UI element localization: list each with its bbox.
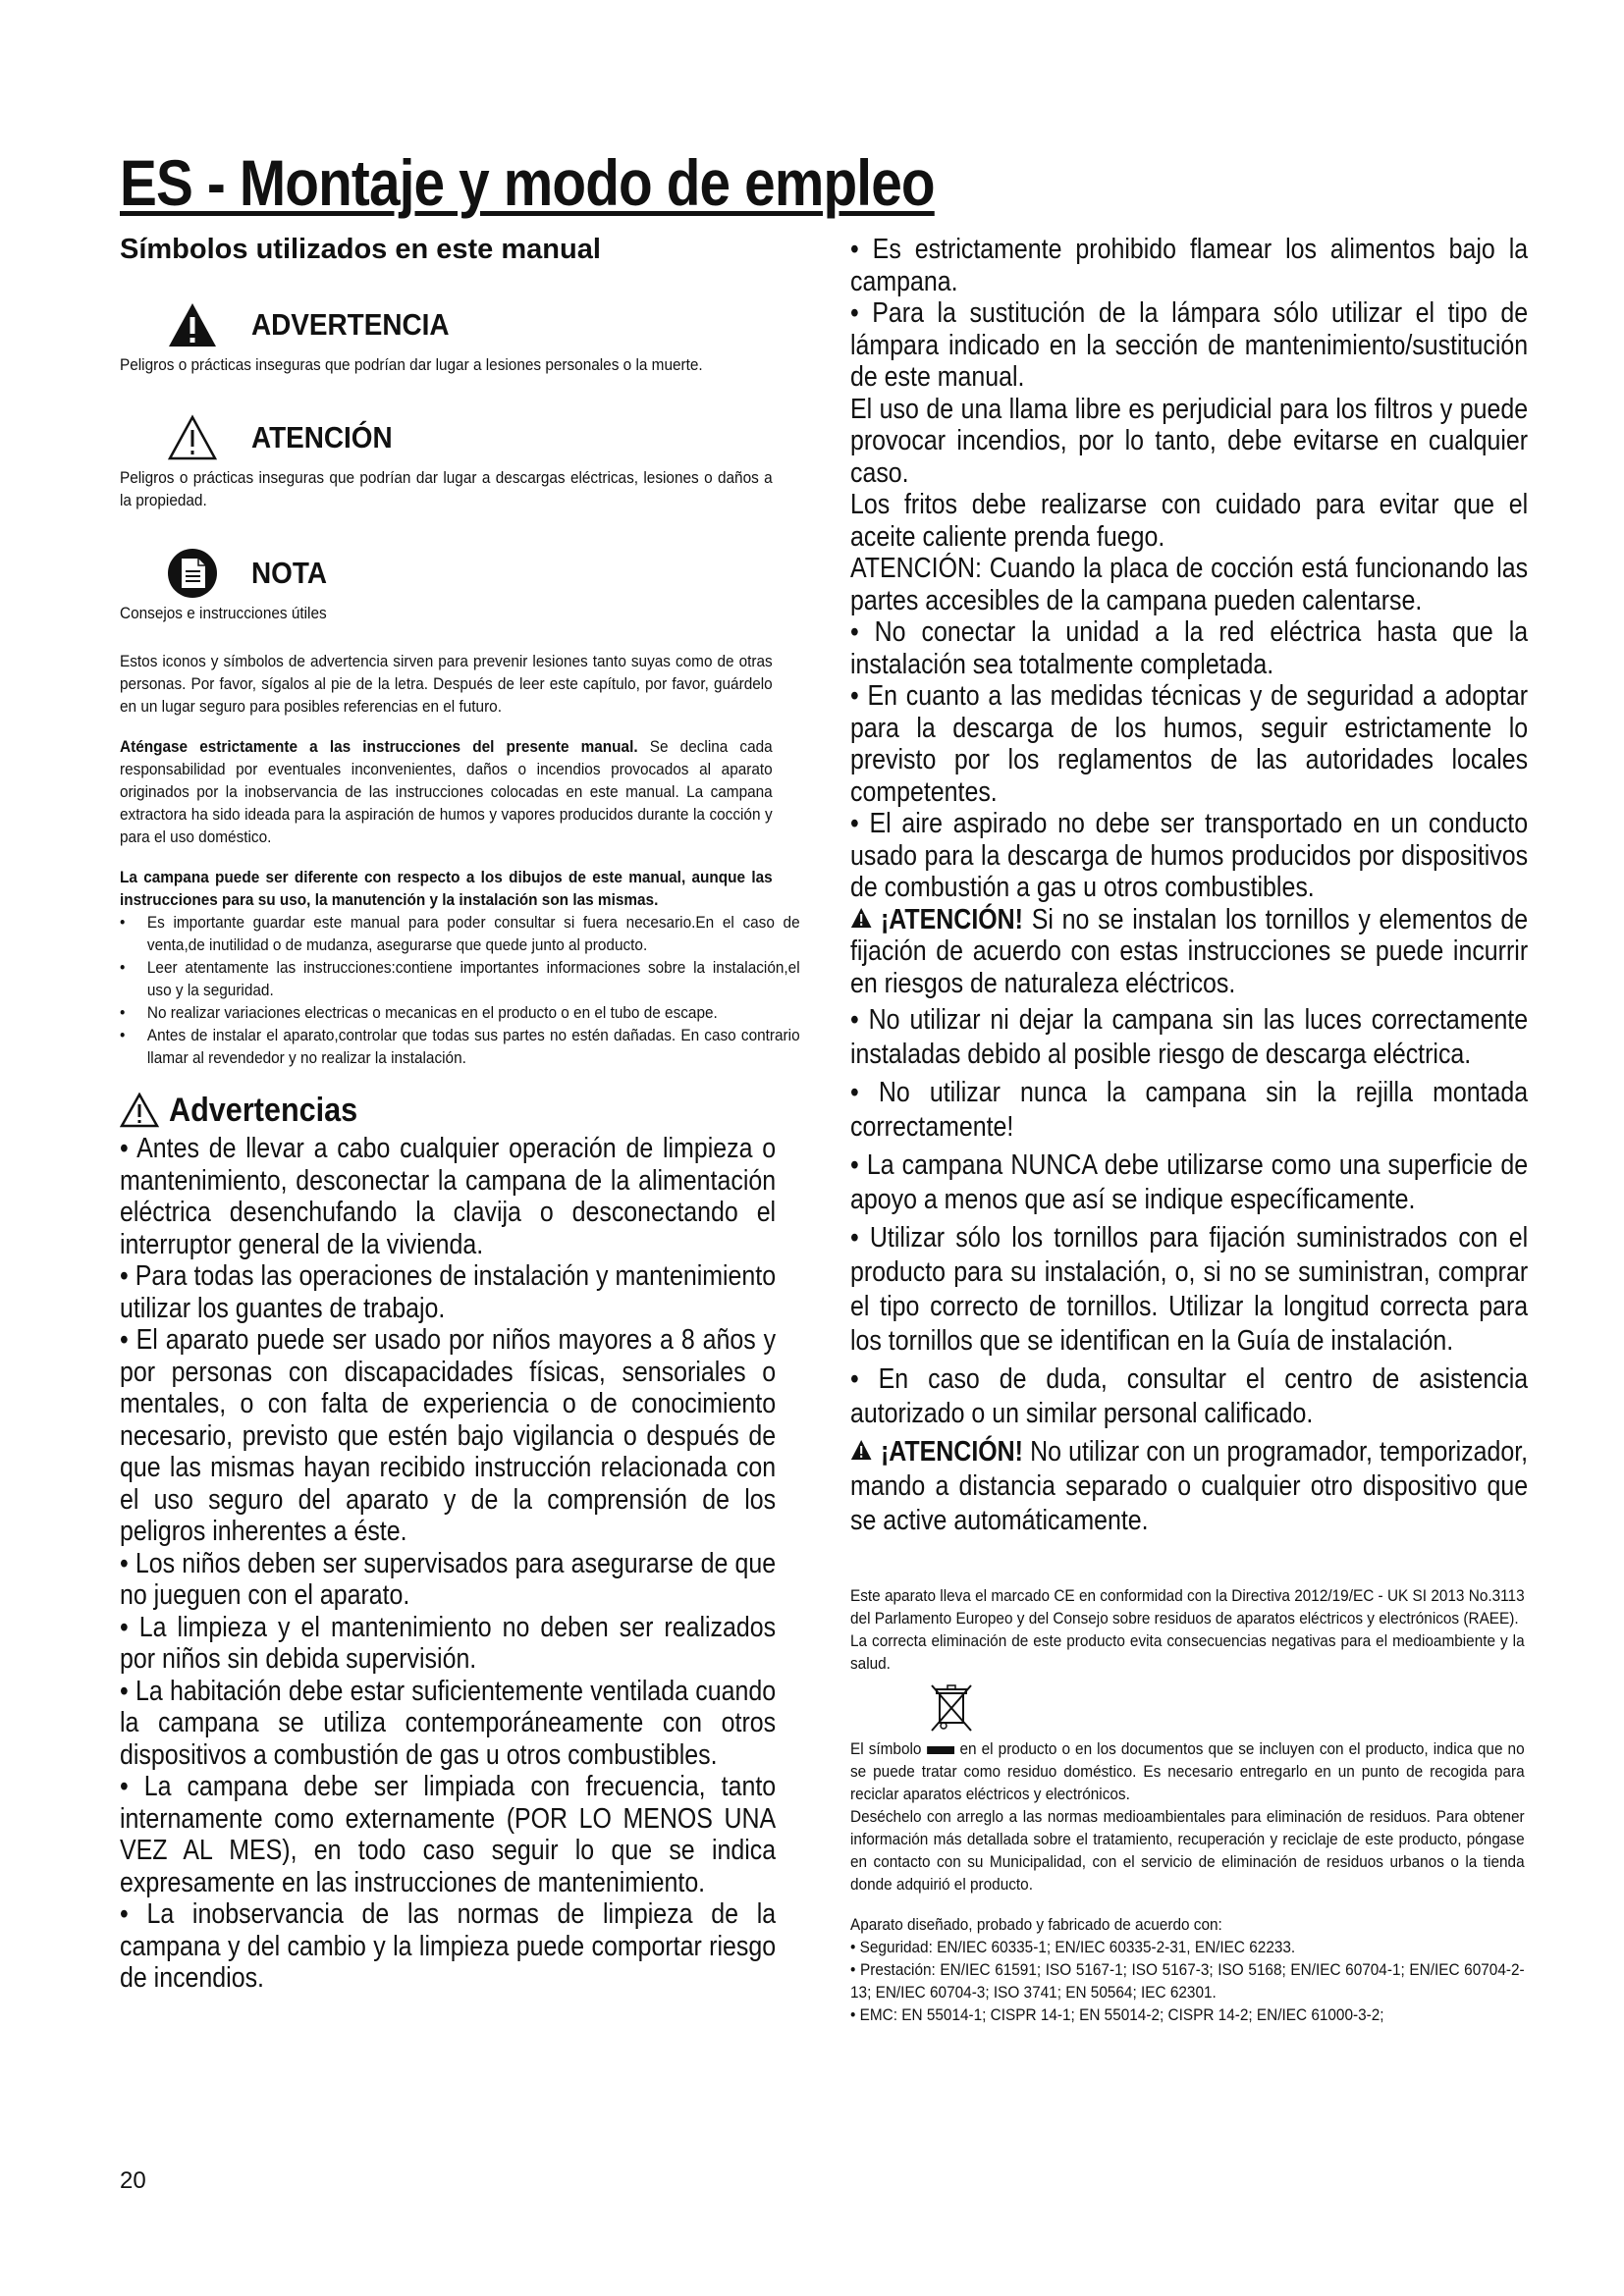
advertencia-item: El uso de una llama libre es perjudicial para los filtros y puede provocar incendios, por lo tanto, debe evitarse en cualquier caso. [850, 393, 1529, 489]
weee-bar-icon [927, 1746, 954, 1754]
advertencia-item: • Utilizar sólo los tornillos para fijación suministrados con el producto para su instalación, o, si no se suministran, comprar el tipo correcto de tornillos. Utilizar la longitud correcta para los tornillos que se identifican en la Guía de instalación. [850, 1222, 1529, 1357]
advertencia-item: • Antes de llevar a cabo cualquier operación de limpieza o mantenimiento, desconectar la campana de la alimentación eléctrica desenchufando la clavija o desconectando el interruptor general de la vivienda. [120, 1133, 777, 1260]
advertencia-item: • Para la sustitución de la lámpara sólo utilizar el tipo de lámpara indicado en la sección de mantenimiento/sustitución de este manual. [850, 297, 1529, 393]
advertencia-item: • La campana debe ser limpiada con frecuencia, tanto internamente como externamente (POR LO MENOS UNA VEZ AL MES), en todo caso seguir lo que se indica expresamente en las instrucciones de mantenimiento. [120, 1771, 777, 1898]
atencion-label: ¡ATENCIÓN! [880, 1436, 1023, 1468]
intro-bullets [120, 912, 800, 1070]
advertencia-item: • La habitación debe estar suficientemente ventilada cuando la campana se utiliza contemporáneamente con otros dispositivos a combustión de gas u otros combustibles. [120, 1675, 777, 1771]
symbol-nota [120, 544, 776, 603]
design-note-bold: La campana puede ser diferente con respecto a los dibujos de este manual, aunque las instrucciones para su uso, la manutención y la instalación son las mismas. [120, 869, 773, 909]
list-item: • Antes de instalar el aparato,controlar que todas sus partes no estén dañadas. En caso contrario llamar al revendedor y no realizar la instalación. [120, 1025, 800, 1070]
advertencia-item: • La campana NUNCA debe utilizarse como una superficie de apoyo a menos que así se indique específicamente. [850, 1149, 1529, 1215]
advertencia-item: • La inobservancia de las normas de limpieza de la campana y del cambio y la limpieza puede comportar riesgo de incendios. [120, 1898, 777, 1994]
adhere-rest: Se declina cada responsabilidad por eventuales inconvenientes, daños o incendios provocados al aparato originados por la inobservancia de las instrucciones colocadas en este manual. La campana extractora ha sido ideada para la aspiración de humos y vapores producidos durante la cocción y para el uso doméstico. [120, 738, 773, 846]
warning-filled-icon [850, 907, 872, 929]
symbol-post: en el producto o en los documentos que se incluyen con el producto, indica que no se puede tratar como residuo doméstico. Es necesario entregarlo en un punto de recogida para reciclar aparatos eléctricos y electrónicos. [850, 1740, 1525, 1803]
standard-item: • EMC: EN 55014-1; CISPR 14-1; EN 55014-2; CISPR 14-2; EN/IEC 61000-3-2; [850, 2006, 1384, 2024]
disposal-text: La correcta eliminación de este producto evita consecuencias negativas para el medioambiente y la salud. [850, 1632, 1525, 1673]
dispose-rules-text: Deséchelo con arreglo a las normas medioambientales para eliminación de residuos. Para obtener información más detallada sobre el tratamiento, recuperación y reciclaje de este producto, póngase en contacto con su Municipalidad, con el servicio de eliminación de residuos urbanos o la tienda donde adquirió el producto. [850, 1808, 1525, 1894]
adhere-bold: Aténgase estrictamente a las instrucciones del presente manual. [120, 738, 638, 756]
list-item: • Leer atentamente las instrucciones:contiene importantes informaciones sobre la instalación,el uso y la seguridad. [120, 957, 800, 1002]
advertencia-item: • No utilizar nunca la campana sin la rejilla montada correctamente! [850, 1077, 1529, 1143]
advertencia-item: • En caso de duda, consultar el centro de asistencia autorizado o un similar personal calificado. [850, 1363, 1529, 1429]
advertencia-item: Los fritos debe realizarse con cuidado para evitar que el aceite caliente prenda fuego. [850, 489, 1529, 553]
adhere-paragraph [120, 736, 773, 849]
advertencia-item: • No conectar la unidad a la red eléctrica hasta que la instalación sea totalmente completada. [850, 616, 1529, 680]
advertencia-item: • En cuanto a las medidas técnicas y de seguridad a adoptar para la descarga de los humos, seguir estrictamente lo previsto por los reglamentos de las autoridades locales competentes. [850, 680, 1529, 808]
nota-text: Consejos e instrucciones útiles [120, 605, 327, 622]
warning-outline-icon [167, 412, 218, 463]
advertencia-item: • El aparato puede ser usado por niños mayores a 8 años y por personas con discapacidades físicas, sensoriales o mentales, o con falta de experiencia o de conocimiento necesario, previsto que estén bajo vigilancia o después de que las mismas hayan recibido instrucción relacionada con el uso seguro del aparato y de la comprensión de los peligros inherentes a éste. [120, 1324, 777, 1547]
symbol-pre: El símbolo [850, 1740, 922, 1758]
ce-marking-text: Este aparato lleva el marcado CE en conformidad con la Directiva 2012/19/EC - UK SI 2013 No.3113 del Parlamento Europeo y del Consejo sobre residuos de aparatos eléctricos y electrónicos (RAEE). [850, 1587, 1525, 1628]
advertencia-item: ATENCIÓN: Cuando la placa de cocción está funcionando las partes accesibles de la campana pueden calentarse. [850, 553, 1529, 616]
left-column [120, 234, 800, 1995]
advertencias-header [120, 1088, 776, 1133]
advertencia-item: • Los niños deben ser supervisados para asegurarse de que no jueguen con el aparato. [120, 1547, 777, 1611]
atencion-text: Peligros o prácticas inseguras que podrían dar lugar a descargas eléctricas, lesiones o daños a la propiedad. [120, 469, 773, 509]
advertencia-title: ADVERTENCIA [251, 307, 450, 342]
list-item: • Es importante guardar este manual para poder consultar si fuera necesario.En el caso de venta,de inutilidad o de mudanza, asegurarse que quede junto al producto. [120, 912, 800, 957]
atencion-warning-2 [850, 1435, 1528, 1538]
atencion-title: ATENCIÓN [251, 420, 393, 454]
nota-title: NOTA [251, 556, 327, 590]
design-note [120, 867, 773, 912]
symbol-atencion [120, 408, 776, 467]
page-title: ES - Montaje y modo de empleo [120, 146, 935, 219]
weee-symbol-text [850, 1738, 1525, 1806]
symbol-advertencia [120, 295, 776, 354]
symbols-heading: Símbolos utilizados en este manual [120, 234, 601, 265]
advertencia-item: • No utilizar ni dejar la campana sin las luces correctamente instaladas debido al posible riesgo de descarga eléctrica. [850, 1004, 1529, 1070]
advertencias-heading: Advertencias [169, 1091, 358, 1129]
list-item: • No realizar variaciones electricas o mecanicas en el producto o en el tubo de escape. [120, 1002, 800, 1025]
right-column [850, 234, 1528, 2027]
advertencia-item: • El aire aspirado no debe ser transportado en un conducto usado para la descarga de humos producidos por dispositivos de combustión a gas u otros combustibles. [850, 808, 1529, 903]
atencion-label: ¡ATENCIÓN! [880, 903, 1023, 935]
advertencia-item: • Para todas las operaciones de instalación y mantenimiento utilizar los guantes de trabajo. [120, 1260, 777, 1324]
atencion-text: No utilizar con un programador, temporizador, mando a distancia separado o cualquier otro dispositivo que se active automáticamente. [850, 1436, 1529, 1536]
advertencia-text: Peligros o prácticas inseguras que podrían dar lugar a lesiones personales o la muerte. [120, 356, 703, 374]
atencion-text: Si no se instalan los tornillos y elementos de fijación de acuerdo con estas instrucciones se puede incurrir en riesgos de naturaleza eléctricos. [850, 903, 1529, 999]
note-document-icon [167, 548, 218, 599]
warning-outline-icon [120, 1093, 159, 1128]
symbols-intro: Estos iconos y símbolos de advertencia sirven para prevenir lesiones tanto suyas como de otras personas. Por favor, sígalos al pie de la letra. Después de leer este capítulo, por favor, guárdelo en un lugar seguro para posibles referencias en el futuro. [120, 653, 773, 716]
warning-filled-icon [167, 299, 218, 350]
standard-item: • Seguridad: EN/IEC 60335-1; EN/IEC 60335-2-31, EN/IEC 62233. [850, 1939, 1296, 1956]
page-number: 20 [120, 2167, 146, 2194]
standard-item: • Prestación: EN/IEC 61591; ISO 5167-1; ISO 5167-3; ISO 5168; EN/IEC 60704-1; EN/IEC 60704-2-13; EN/IEC 60704-3; ISO 3741; EN 50564; IEC 62301. [850, 1961, 1525, 2002]
warning-filled-icon [850, 1439, 872, 1461]
atencion-warning-1 [850, 904, 1528, 1000]
crossed-bin-icon [929, 1682, 974, 1736]
advertencia-item: • Es estrictamente prohibido flamear los alimentos bajo la campana. [850, 234, 1529, 297]
designed-intro: Aparato diseñado, probado y fabricado de acuerdo con: [850, 1916, 1222, 1934]
advertencia-item: • La limpieza y el mantenimiento no deben ser realizados por niños sin debida supervisión. [120, 1611, 777, 1675]
